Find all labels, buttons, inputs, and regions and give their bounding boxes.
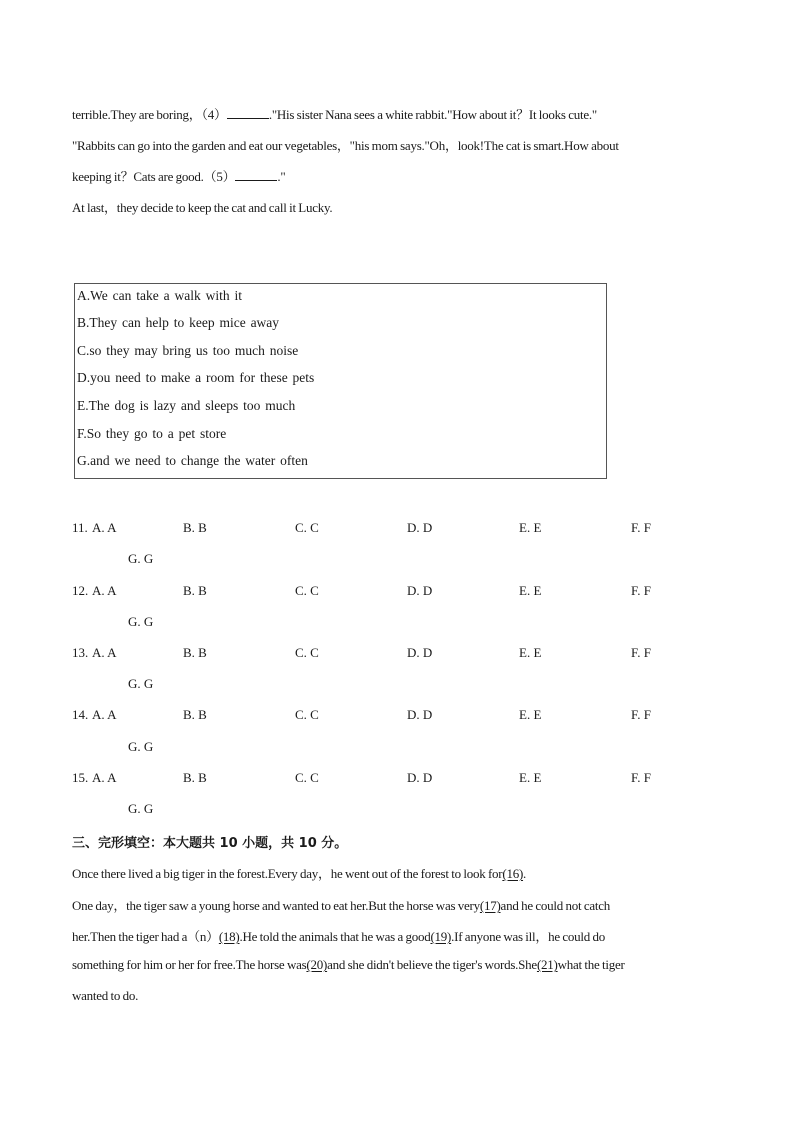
cloze-text: One day，the tiger saw a young horse and wanted to eat her.But the horse was very (72, 898, 480, 913)
choice-e[interactable]: E. E (519, 770, 542, 785)
choice-f[interactable]: F. F (631, 583, 651, 598)
choice-b[interactable]: B. B (183, 770, 207, 785)
cloze-text: .If anyone was ill，he could do (451, 929, 606, 944)
passage-line-3 (72, 166, 285, 185)
option-d: D.you need to make a room for these pets (77, 370, 315, 385)
question-number: 11. (72, 520, 88, 535)
cloze-blank-20: (20) (306, 957, 328, 972)
passage-text: keeping it？Cats are good.（5） (72, 169, 236, 184)
choice-c[interactable]: C. C (295, 583, 319, 598)
cloze-text: something for him or her for free.The horse was (72, 957, 307, 972)
choice-g[interactable]: G. G (128, 739, 154, 754)
choice-f[interactable]: F. F (631, 645, 651, 660)
choice-b[interactable]: B. B (183, 707, 207, 722)
choice-a[interactable]: A. A (92, 520, 117, 535)
choice-d[interactable]: D. D (407, 583, 433, 598)
option-a: A.We can take a walk with it (77, 288, 242, 303)
option-g: G.and we need to change the water often (77, 453, 308, 468)
question-number: 15. (72, 770, 89, 785)
choice-e[interactable]: E. E (519, 583, 542, 598)
choice-a[interactable]: A. A (92, 770, 117, 785)
passage-line-1 (72, 104, 597, 123)
question-number: 14. (72, 707, 89, 722)
option-c: C.so they may bring us too much noise (77, 343, 299, 358)
cloze-line-2 (72, 895, 610, 914)
cloze-text: and she didn't believe the tiger's words.She (327, 957, 537, 972)
choice-g[interactable]: G. G (128, 801, 154, 816)
option-e: E.The dog is lazy and sleeps too much (77, 398, 296, 413)
cloze-blank-21: (21) (536, 957, 558, 972)
passage-text: ."His sister Nana sees a white rabbit."How about it？It looks cute." (268, 107, 597, 122)
cloze-line-5: wanted to do. (72, 988, 139, 1003)
choice-d[interactable]: D. D (407, 707, 433, 722)
passage-text: ." (277, 169, 286, 184)
choice-g[interactable]: G. G (128, 551, 154, 566)
option-f: F.So they go to a pet store (77, 426, 227, 441)
cloze-line-1 (72, 863, 526, 882)
choice-b[interactable]: B. B (183, 520, 207, 535)
choice-f[interactable]: F. F (631, 520, 651, 535)
choice-g[interactable]: G. G (128, 614, 154, 629)
answer-blank-5 (235, 168, 277, 181)
choice-c[interactable]: C. C (295, 645, 319, 660)
choice-e[interactable]: E. E (519, 707, 542, 722)
cloze-text: . (523, 866, 527, 881)
choice-e[interactable]: E. E (519, 520, 542, 535)
choice-g[interactable]: G. G (128, 676, 154, 691)
options-box (74, 283, 607, 479)
choice-a[interactable]: A. A (92, 707, 117, 722)
choice-f[interactable]: F. F (631, 770, 651, 785)
cloze-text: and he could not catch (500, 898, 611, 913)
choice-b[interactable]: B. B (183, 583, 207, 598)
choice-b[interactable]: B. B (183, 645, 207, 660)
passage-text: terrible.They are boring，（4） (72, 107, 227, 122)
cloze-text: Once there lived a big tiger in the forest.Every day，he went out of the forest to look for (72, 866, 503, 881)
question-number: 13. (72, 645, 89, 660)
choice-e[interactable]: E. E (519, 645, 542, 660)
cloze-blank-19: (19) (430, 929, 452, 944)
choice-c[interactable]: C. C (295, 707, 319, 722)
question-number: 12. (72, 583, 89, 598)
cloze-text: .He told the animals that he was a good (239, 929, 431, 944)
cloze-text: her.Then the tiger had a（n） (72, 929, 219, 944)
cloze-line-3 (72, 926, 605, 945)
choice-d[interactable]: D. D (407, 770, 433, 785)
choice-d[interactable]: D. D (407, 520, 433, 535)
section-title: 三、完形填空：本大题共 10 小题，共 10 分。 (72, 836, 348, 851)
cloze-blank-18: (18) (218, 929, 240, 944)
cloze-blank-17: (17) (479, 898, 501, 913)
passage-line-4: At last，they decide to keep the cat and call it Lucky. (72, 200, 333, 215)
choice-c[interactable]: C. C (295, 520, 319, 535)
choice-f[interactable]: F. F (631, 707, 651, 722)
choice-c[interactable]: C. C (295, 770, 319, 785)
choice-d[interactable]: D. D (407, 645, 433, 660)
answer-blank-4 (227, 106, 269, 119)
cloze-text: what the tiger (557, 957, 625, 972)
cloze-blank-16: (16) (502, 866, 524, 881)
option-b: B.They can help to keep mice away (77, 315, 280, 330)
cloze-line-4 (72, 957, 625, 973)
choice-a[interactable]: A. A (92, 645, 117, 660)
choice-a[interactable]: A. A (92, 583, 117, 598)
passage-line-2: "Rabbits can go into the garden and eat our vegetables，"his mom says."Oh，look!The cat is smart.How about (72, 138, 619, 153)
